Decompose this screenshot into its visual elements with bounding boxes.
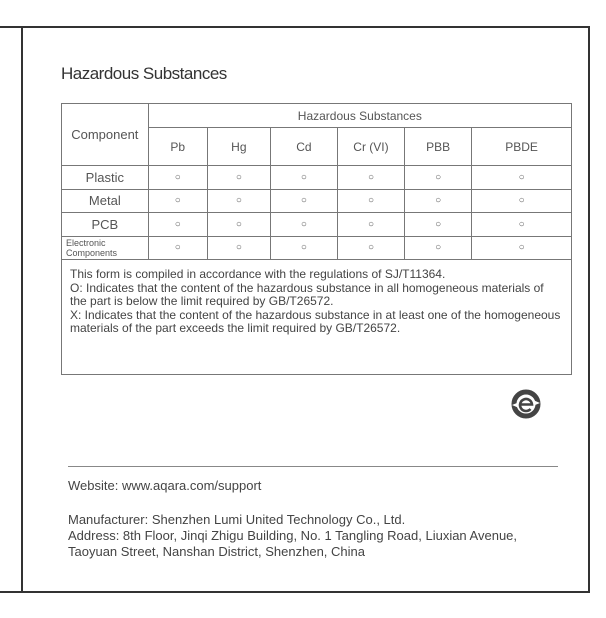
substance-value: ○	[472, 213, 572, 237]
table-row	[62, 213, 572, 237]
substance-value: ○	[270, 213, 337, 237]
substance-value: ○	[405, 166, 472, 190]
note-o: O: Indicates that the content of the hazardous substance in all homogeneous materials of the part is below the limit required by GB/T26572.	[70, 280, 544, 308]
note-regulation: This form is compiled in accordance with the regulations of SJ/T11364.	[70, 267, 446, 281]
border-left	[21, 26, 23, 593]
page-title: Hazardous Substances	[61, 64, 227, 83]
table-row	[62, 166, 572, 190]
group-header: Hazardous Substances	[148, 104, 571, 128]
component-name: PCB	[62, 213, 149, 237]
border-bottom	[0, 591, 590, 593]
border-top	[0, 26, 590, 28]
substance-value: ○	[148, 236, 207, 260]
substance-value: ○	[472, 189, 572, 213]
substance-value: ○	[207, 213, 270, 237]
notes-box	[62, 260, 572, 375]
table-row	[62, 189, 572, 213]
table-row	[62, 236, 572, 260]
substance-header: Cd	[270, 128, 337, 166]
substance-value: ○	[270, 189, 337, 213]
substance-header: Cr (VI)	[337, 128, 404, 166]
substance-value: ○	[472, 236, 572, 260]
substance-value: ○	[207, 166, 270, 190]
substance-value: ○	[337, 236, 404, 260]
substance-value: ○	[148, 189, 207, 213]
substance-value: ○	[405, 236, 472, 260]
hazardous-substances-table	[61, 103, 572, 375]
substance-value: ○	[148, 166, 207, 190]
substance-header: PBB	[405, 128, 472, 166]
component-name: Electronic Components	[62, 236, 149, 260]
substance-value: ○	[337, 166, 404, 190]
component-name: Plastic	[62, 166, 149, 190]
substance-header: Pb	[148, 128, 207, 166]
substance-value: ○	[207, 236, 270, 260]
substance-value: ○	[337, 189, 404, 213]
substance-value: ○	[472, 166, 572, 190]
note-x: X: Indicates that the content of the hazardous substance in at least one of the homogeneous materials of the part exceeds the limit required by GB/T26572.	[70, 307, 561, 335]
website-text: Website: www.aqara.com/support	[68, 478, 262, 493]
substance-header: Hg	[207, 128, 270, 166]
substance-value: ○	[270, 236, 337, 260]
component-name: Metal	[62, 189, 149, 213]
substance-value: ○	[405, 213, 472, 237]
substance-value: ○	[148, 213, 207, 237]
substance-value: ○	[405, 189, 472, 213]
substance-value: ○	[207, 189, 270, 213]
component-header: Component	[62, 104, 149, 166]
address-text: Address: 8th Floor, Jinqi Zhigu Building, No. 1 Tangling Road, Liuxian Avenue, Taoyuan Street, Nanshan District, Shenzhen, China	[68, 528, 518, 559]
divider	[68, 466, 558, 467]
manufacturer-text: Manufacturer: Shenzhen Lumi United Technology Co., Ltd.	[68, 512, 406, 527]
substance-value: ○	[337, 213, 404, 237]
epup-recycling-e-icon	[510, 388, 542, 420]
border-right	[588, 26, 590, 593]
substance-value: ○	[270, 166, 337, 190]
substance-header: PBDE	[472, 128, 572, 166]
